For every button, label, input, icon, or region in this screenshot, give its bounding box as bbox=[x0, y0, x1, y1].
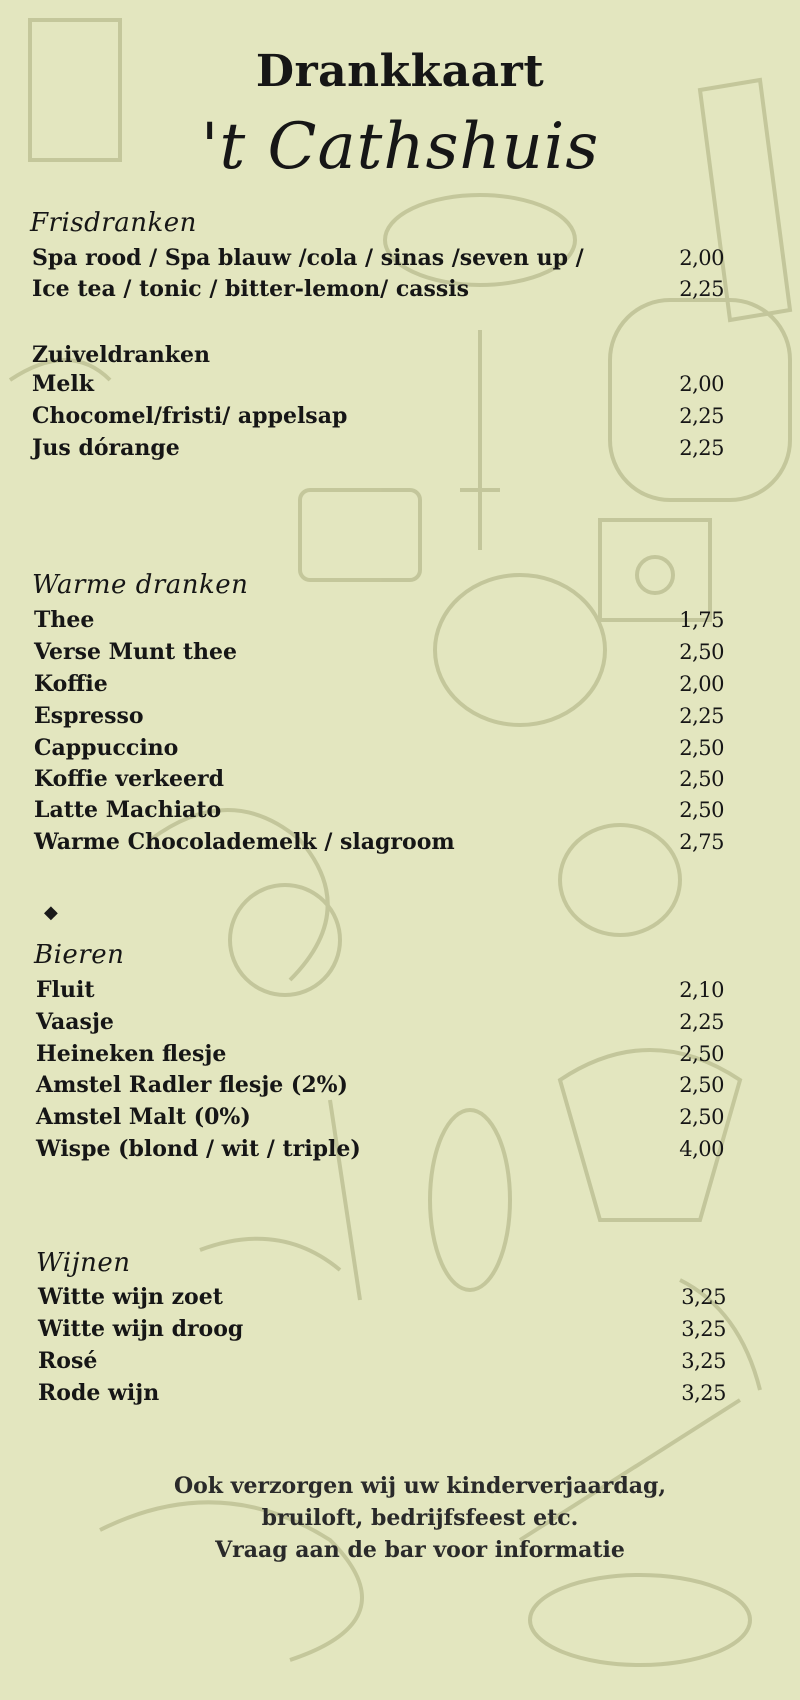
section-heading-wijnen: Wijnen bbox=[36, 1248, 131, 1278]
menu-item bbox=[36, 1069, 724, 1101]
menu-item bbox=[36, 1006, 724, 1038]
menu-item bbox=[34, 604, 724, 636]
section-heading-bieren: Bieren bbox=[34, 940, 125, 970]
item-name: Spa rood / Spa blauw /cola / sinas /seven up / bbox=[32, 245, 584, 271]
item-name: Amstel Radler flesje (2%) bbox=[36, 1072, 348, 1098]
item-price: 2,50 bbox=[679, 1042, 724, 1066]
item-name: Wispe (blond / wit / triple) bbox=[36, 1136, 361, 1162]
item-price: 2,25 bbox=[679, 404, 724, 428]
menu-item bbox=[32, 273, 724, 305]
menu-item bbox=[32, 400, 724, 432]
menu-item bbox=[32, 242, 724, 274]
menu-item bbox=[38, 1313, 726, 1345]
menu-item bbox=[34, 794, 724, 826]
menu-item bbox=[34, 700, 724, 732]
menu-item bbox=[38, 1281, 726, 1313]
menu-item bbox=[34, 826, 724, 858]
item-name: Vaasje bbox=[36, 1009, 114, 1035]
ink-mark: ◆ bbox=[44, 902, 58, 923]
menu-item bbox=[34, 636, 724, 668]
item-name: Thee bbox=[34, 607, 95, 633]
item-price: 2,10 bbox=[679, 978, 724, 1002]
item-price: 2,50 bbox=[679, 640, 724, 664]
item-name: Fluit bbox=[36, 977, 95, 1003]
item-price: 2,25 bbox=[679, 1010, 724, 1034]
section-heading-frisdranken: Frisdranken bbox=[30, 208, 197, 238]
item-price: 2,50 bbox=[679, 798, 724, 822]
item-price: 3,25 bbox=[681, 1349, 726, 1373]
item-name: Heineken flesje bbox=[36, 1041, 227, 1067]
item-name: Witte wijn droog bbox=[38, 1316, 244, 1342]
item-name: Rode wijn bbox=[38, 1380, 160, 1406]
menu-item bbox=[36, 1038, 724, 1070]
section-heading-zuiveldranken: Zuiveldranken bbox=[32, 342, 211, 368]
item-price: 3,25 bbox=[681, 1381, 726, 1405]
item-name: Rosé bbox=[38, 1348, 98, 1374]
item-name: Amstel Malt (0%) bbox=[36, 1104, 251, 1130]
item-name: Koffie verkeerd bbox=[34, 766, 224, 792]
menu-item bbox=[34, 668, 724, 700]
item-price: 2,50 bbox=[679, 1073, 724, 1097]
item-name: Espresso bbox=[34, 703, 144, 729]
item-name: Ice tea / tonic / bitter-lemon/ cassis bbox=[32, 276, 469, 302]
item-price: 1,75 bbox=[679, 608, 724, 632]
footer-line: Ook verzorgen wij uw kinderverjaardag, bbox=[173, 1473, 667, 1499]
item-name: Cappuccino bbox=[34, 735, 179, 761]
item-name: Witte wijn zoet bbox=[38, 1284, 223, 1310]
item-price: 2,25 bbox=[679, 277, 724, 301]
item-name: Melk bbox=[32, 371, 94, 397]
item-price: 2,50 bbox=[679, 1105, 724, 1129]
item-price: 2,50 bbox=[679, 767, 724, 791]
item-name: Chocomel/fristi/ appelsap bbox=[32, 403, 348, 429]
restaurant-name: 't Cathshuis bbox=[200, 110, 600, 184]
item-price: 3,25 bbox=[681, 1285, 726, 1309]
menu-item bbox=[34, 763, 724, 795]
item-price: 2,25 bbox=[679, 436, 724, 460]
item-name: Warme Chocolademelk / slagroom bbox=[34, 829, 455, 855]
item-price: 2,75 bbox=[679, 830, 724, 854]
menu-title: Drankkaart bbox=[255, 46, 545, 97]
item-name: Latte Machiato bbox=[34, 797, 222, 823]
footer-line: Vraag aan de bar voor informatie bbox=[215, 1537, 625, 1563]
item-name: Jus dórange bbox=[32, 435, 180, 461]
item-price: 2,00 bbox=[679, 672, 724, 696]
item-price: 2,25 bbox=[679, 704, 724, 728]
item-price: 2,00 bbox=[679, 246, 724, 270]
item-price: 4,00 bbox=[679, 1137, 724, 1161]
menu-item bbox=[38, 1345, 726, 1377]
menu-item bbox=[32, 432, 724, 464]
item-price: 3,25 bbox=[681, 1317, 726, 1341]
item-price: 2,50 bbox=[679, 736, 724, 760]
menu-item bbox=[36, 1133, 724, 1165]
menu-item bbox=[36, 974, 724, 1006]
footer-line: bruiloft, bedrijfsfeest etc. bbox=[261, 1505, 579, 1531]
menu-item bbox=[38, 1377, 726, 1409]
menu-item bbox=[32, 368, 724, 400]
footer-note bbox=[150, 1470, 690, 1566]
item-name: Koffie bbox=[34, 671, 108, 697]
section-heading-warme-dranken: Warme dranken bbox=[32, 570, 249, 600]
item-name: Verse Munt thee bbox=[34, 639, 237, 665]
menu-item bbox=[36, 1101, 724, 1133]
menu-item bbox=[34, 732, 724, 764]
item-price: 2,00 bbox=[679, 372, 724, 396]
